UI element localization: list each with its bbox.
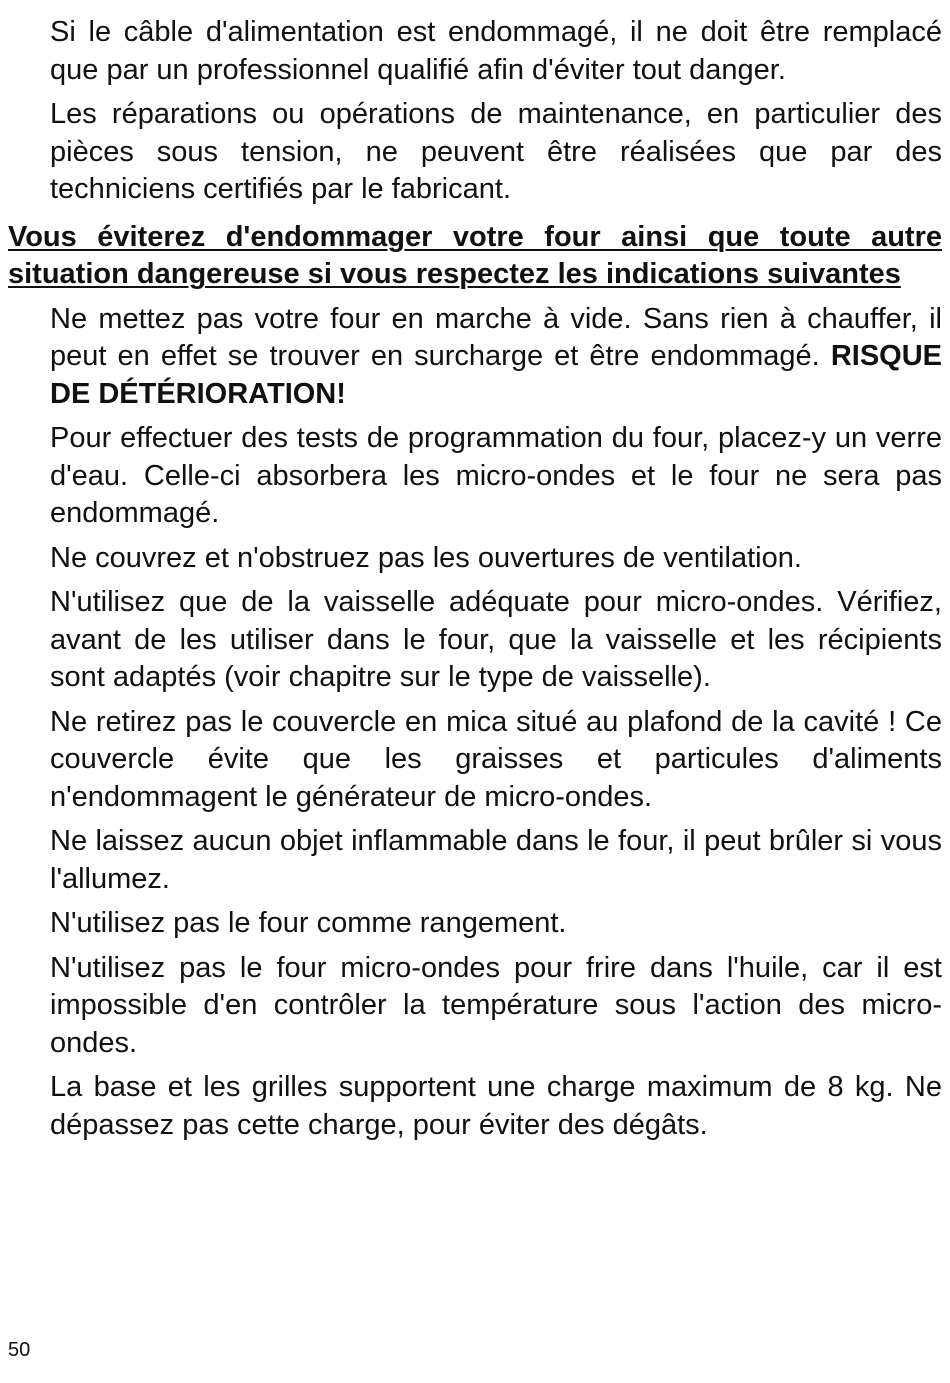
paragraph-ventilation: Ne couvrez et n'obstruez pas les ouvertures de ventilation.	[50, 541, 802, 574]
section-heading: Vous éviterez d'endommager votre four ainsi que toute autre situation dangereuse si vous respectez les indications suivantes	[8, 220, 942, 290]
paragraph-power-cable: Si le câble d'alimentation est endommagé, il ne doit être remplacé que par un professionnel qualifié afin d'éviter tout danger.	[50, 16, 942, 86]
paragraph-repairs: Les réparations ou opérations de maintenance, en particulier des pièces sous tension, ne peuvent être réalisées que par des techniciens certifiés par le fabricant.	[50, 98, 942, 205]
paragraph-frying: N'utilisez pas le four micro-ondes pour frire dans l'huile, car il est impossible d'en contrôler la température sous l'action des micro-ondes.	[50, 951, 942, 1059]
paragraph-flammable: Ne laissez aucun objet inflammable dans le four, il peut brûler si vous l'allumez.	[50, 825, 942, 895]
warning-emphasis: RISQUE DE DÉTÉRIORATION!	[50, 340, 942, 410]
paragraph-storage: N'utilisez pas le four comme rangement.	[50, 907, 567, 939]
warning-text: Ne mettez pas votre four en marche à vide. Sans rien à chauffer, il peut en effet se trouver en surcharge et être endommagé.	[50, 302, 942, 372]
paragraph-max-load: La base et les grilles supportent une charge maximum de 8 kg. Ne dépassez pas cette charge, pour éviter des dégâts.	[50, 1071, 942, 1141]
paragraph-dishware: N'utilisez que de la vaisselle adéquate pour micro-ondes. Vérifiez, avant de les utiliser dans le four, que la vaisselle et les récipients sont adaptés (voir chapitre sur le type de vaisselle).	[50, 586, 942, 693]
paragraph-empty-oven-warning	[8, 301, 942, 414]
paragraph-mica-cover: Ne retirez pas le couvercle en mica situé au plafond de la cavité ! Ce couvercle évite que les graisses et particules d'aliments n'endommagent le générateur de micro-ondes.	[50, 705, 942, 813]
paragraph-test-programming: Pour effectuer des tests de programmation du four, placez-y un verre d'eau. Celle-ci absorbera les micro-ondes et le four ne sera pas endommagé.	[50, 422, 942, 529]
page-number: 50	[8, 1339, 31, 1361]
page-content	[8, 14, 942, 1151]
